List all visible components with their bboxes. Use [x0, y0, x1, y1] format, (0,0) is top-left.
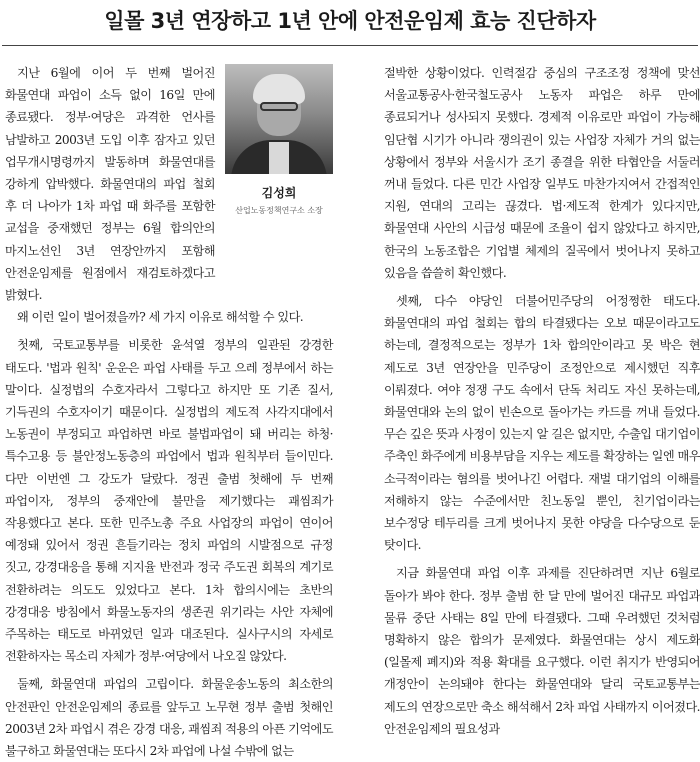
author-title: 산업노동정책연구소 소장 — [235, 206, 323, 215]
article-column-left — [5, 62, 333, 762]
paragraph: 둘째, 화물연대 파업의 고립이다. 화물운송노동의 최소한의 안전판인 안전운임제의 종료를 앞두고 노무현 정부 출범 첫해인 2003년 2차 파업시 겪은 강경 대응, 괘씸죄 적용의 아픈 기억에도 불구하고 화물연대는 또다시 2차 파업에 나설 수밖에 없는 — [5, 677, 333, 759]
article-column-right — [384, 62, 700, 740]
headline-divider — [2, 45, 698, 46]
paragraph: 첫째, 국토교통부를 비롯한 윤석열 정부의 일관된 강경한 태도다. '법과 원칙' 운운은 파업 사태를 두고 으레 정부에서 하는 말이다. 실정법의 수호자라서 그렇다고 하지만 또 기존 질서, 기득권의 수호자이기 때문이다. 실정법의 제도적 사각지대에서 노동권이 부정되고 파업하면 바로 불법파업이 돼 버리는 하청·특수고용 등 불안정노동층의 파업에서 법과 원칙부터 들이민다. 다만 이번엔 그 강도가 달랐다. 정권 출범 첫해에 두 번째 파업이자, 정부의 중재안에 불만을 제기했다는 괘씸죄가 작용했다고 본다. 또한 민주노총 주요 사업장의 파업이 연이어 예정돼 있어서 정권 흔들기라는 정치 파업의 시발점으로 규정 짓고, 강경대응을 통해 지지율 반전과 정국 주도권 회복의 계기로 전환하려는 의도도 있었다고 본다. 1차 합의시에는 초반의 강경대응 방침에서 화물노동자의 생존권 위기라는 사안 자체에 주목하는 태도로 바뀌었던 일과 대조된다. 실사구시의 자세로 전환하자는 목소리 자체가 정부·여당에서 나오질 않았다. — [5, 338, 333, 664]
author-name: 김성희 — [261, 186, 297, 200]
paragraph: 왜 이런 일이 벌어졌을까? 세 가지 이유로 해석할 수 있다. — [17, 310, 304, 325]
author-box — [225, 62, 333, 298]
paragraph: 지난 6월에 이어 두 번째 벌어진 화물연대 파업이 소득 없이 16일 만에 종료됐다. 정부·여당은 과격한 언사를 남발하고 2003년 도입 이후 잠자고 있던 업무개시명령까지 발동하며 화물연대를 강하게 압박했다. 화물연대의 파업 철회 후 더 나아가 1차 파업 때 화주를 포함한 교섭을 중재했던 정부는 6월 합의안의 마지노선인 3년 연장안까지 포함해 안전운임제를 원점에서 재검토하겠다고 밝혔다. — [5, 66, 215, 303]
paragraph: 절박한 상황이었다. 인력절감 중심의 구조조정 정책에 맞선 서울교통공사·한국철도공사 노동자 파업은 하루 만에 종료되거나 성사되지 못했다. 경제적 이유로만 파업이 가능해 임단협 시기가 아니라 쟁의권이 있는 사업장 자체가 거의 없는 상황에서 정부와 서울시가 조기 종결을 위한 타협안을 서둘러 꺼내 들었다. 다른 민간 사업장 일부도 마찬가지여서 간접적인 지원, 연대의 고리는 끊겼다. 법·제도적 한계가 있다지만, 화물연대 사안의 시급성 때문에 조율이 쉽지 않았다고 하지만, 한국의 노동조합은 기업별 체제의 질곡에서 벗어나지 못하고 있음을 씁쓸히 확인했다. — [384, 66, 700, 280]
paragraph: 셋째, 다수 야당인 더불어민주당의 어정쩡한 태도다. 화물연대의 파업 철회는 합의 타결됐다는 오보 때문이라고도 하는데, 결정적으로는 정부가 1차 합의안이라고 못 박은 현 제도로 3년 연장안을 민주당이 조정안으로 제시했던 직후 이뤄졌다. 여야 정쟁 구도 속에서 단독 처리도 자신 못하는데, 화물연대와 논의 없이 빈손으로 돌아가는 카드를 꺼내 들었다. 무슨 깊은 뜻과 사정이 있는지 알 길은 없지만, 수출입 대기업이 주축인 화주에게 비용부담을 지우는 제도를 확장하는 일엔 매우 소극적이라는 혐의를 벗어나긴 어렵다. 재벌 대기업의 이해를 저해하지 않는 수준에서만 친노동일 뿐인, 친기업이라는 보수정당 테두리를 크게 벗어나지 못한 야당을 다수당으로 둔 탓이다. — [384, 294, 700, 553]
paragraph: 지금 화물연대 파업 이후 과제를 진단하려면 지난 6월로 돌아가 봐야 한다. 정부 출범 한 달 만에 벌어진 대규모 파업과 물류 중단 사태는 8일 만에 타결됐다. 그때 우려했던 것처럼 명확하지 않은 합의가 문제였다. 화물연대는 상시 제도화(일몰제 폐지)와 적용 확대를 요구했다. 이런 취지가 반영되어 개정안이 논의돼야 한다는 화물연대와 달리 국토교통부는 제도의 연장으로만 축소 해석해서 2차 파업 사태까지 이어졌다. 안전운임제의 필요성과 — [384, 566, 700, 736]
headline: 일몰 3년 연장하고 1년 안에 안전운임제 효능 진단하자 — [104, 9, 596, 33]
author-photo — [225, 64, 333, 174]
